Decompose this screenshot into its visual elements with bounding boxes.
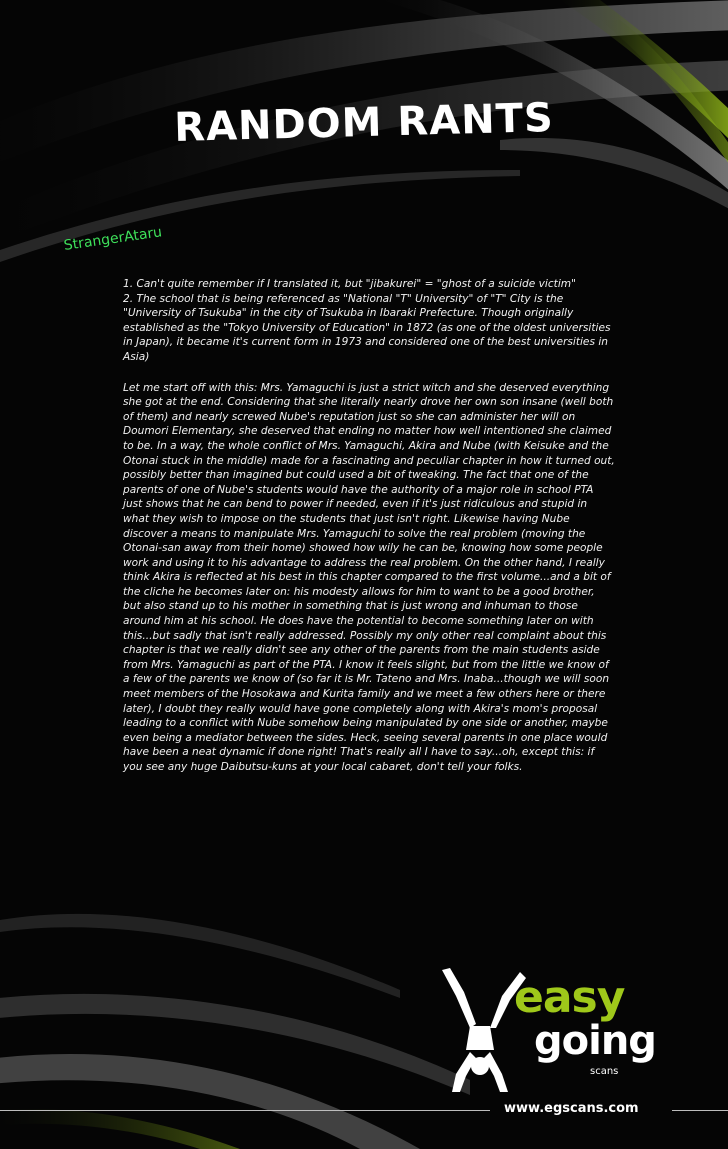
note-2: 2. The school that is being referenced as "National "T" University" of "T" City is the "University of Tsukuba" in the city of Tsukuba in Ibaraki Prefecture. Though originally established as the "Tokyo University of Education" in 1872 (as one of the oldest universities in Japan), it became it's current form in 1973 and considered one of the best universities in Asia) [123,292,611,363]
rant-paragraph: Let me start off with this: Mrs. Yamaguchi is just a strict witch and she deserved everything she got at the end. Considering that she literally nearly drove her own son insane (well both of them) and nearly screwed Nube's reputation just so she can administer her will on Doumori Elementary, she deserved that ending no matter how well intentioned she claimed to be. In a way, the whole conflict of Mrs. Yamaguchi, Akira and Nube (with Keisuke and the Otonai stuck in the middle) made for a fascinating and peculiar chapter in how it turned out, possibly better than imagined but could used a bit of tweaking. The fact that one of the parents of one of Nube's students would have the authority of a major role in school PTA just shows that he can bend to power if needed, even if it's just ridiculous and stupid in what they wish to impose on the students that just isn't right. Likewise having Nube discover a means to manipulate Mrs. Yamaguchi to solve the real problem (moving the Otonai-san away from their home) showed how wily he can be, knowing how some people work and using it to his advantage to address the real problem. On the other hand, I really think Akira is reflected at his best in this chapter compared to the first volume...and a bit of the cliche he becomes later on: his modesty allows for him to want to be a good brother, but also stand up to his mother in something that is just wrong and inhuman to those around him at his school. He does have the potential to become something later on with this...but sadly that isn't really addressed. Possibly my only other real complaint about this chapter is that we really didn't see any other of the parents from the main students aside from Mrs. Yamaguchi as part of the PTA. I know it feels slight, but from the little we know of a few of the parents we know of (so far it is Mr. Tateno and Mrs. Inaba...though we will soon meet members of the Hosokawa and Kurita family and we meet a few others here or there later), I doubt they really would have gone completely along with Akira's mom's proposal leading to a conflict with Nube somehow being manipulated by one side or another, maybe even being a mediator between the sides. Heck, seeing several parents in one place would have been a neat dynamic if done right! That's really all I have to say...oh, except this: if you see any huge Daibutsu-kuns at your local cabaret, don't tell your folks. [123,381,615,773]
handstand-figure-icon [436,966,526,1094]
logo-word-easy: easy [514,972,625,1023]
notes-content [123,277,615,775]
footer-divider-left [0,1110,490,1111]
footer-website: www.egscans.com [504,1101,639,1116]
page-title: RANDOM RANTS [173,95,555,151]
logo-word-going: going [534,1018,656,1064]
footer-divider-right [672,1110,728,1111]
note-1: 1. Can't quite remember if I translated it, but "jibakurei" = "ghost of a suicide victim" [123,278,576,290]
logo-word-scans: scans [590,1066,619,1077]
paragraph-gap [123,365,615,381]
author-name: StrangerAtaru [62,224,164,254]
egscans-logo [436,966,676,1096]
